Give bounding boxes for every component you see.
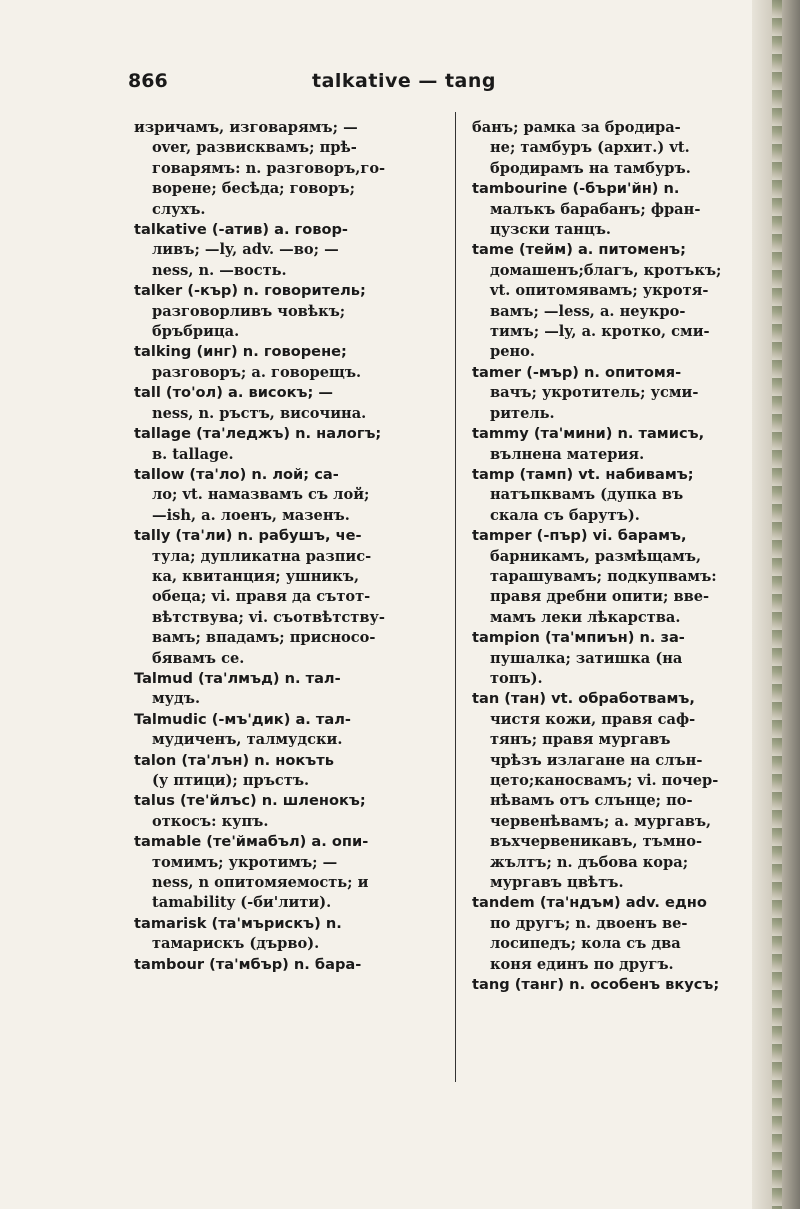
dictionary-entry [134,791,434,832]
entry-line: жълтъ; n. дъбова кора; [490,853,689,871]
dictionary-entry [472,240,764,362]
entry-line: бродирамъ на тамбуръ. [490,159,691,177]
dictionary-entry [472,179,764,240]
dictionary-entry [134,669,434,710]
entry-line: ло; vt. намазвамъ съ лой; [152,486,370,504]
entry-first-line: tallage (та'леджъ) n. налогъ; [134,425,382,443]
right-column [472,118,764,995]
entry-first-line: tambour (та'мбър) n. бара- [134,955,362,973]
entry-line: ness, n опитомяемость; и [152,874,369,892]
dictionary-entry [472,465,764,526]
dictionary-entry [134,751,434,792]
entry-line: говарямъ: n. разговоръ,го- [152,159,386,177]
entry-line: чрѣзъ излагане на слън- [490,751,703,769]
entry-line: —ish, a. лоенъ, мазенъ. [152,506,350,524]
entry-line: обеца; vi. правя да сътот- [152,588,371,606]
dictionary-entry [134,465,434,526]
entry-first-line: tamer (-мър) n. опитомя- [472,363,682,381]
entry-first-line: tall (то'ол) a. високъ; — [134,384,333,402]
entry-line: вѣтствува; vi. съотвѣтству- [152,608,385,626]
entry-line: по другъ; n. двоенъ ве- [490,914,688,932]
dictionary-entry [134,383,434,424]
entry-line: vt. опитомявамъ; укротя- [490,282,709,300]
entry-first-line: изричамъ, изговарямъ; — [134,119,358,136]
entry-line: коня единъ по другъ. [490,955,674,973]
book-edge-texture [772,0,782,1209]
entry-line: цузски танцъ. [490,221,612,239]
entry-line: вамъ; впадамъ; присносо- [152,629,376,647]
entry-line: вамъ; —less, a. неукро- [490,302,686,320]
entry-line: ритель. [490,404,555,422]
entry-first-line: tallow (та'ло) n. лой; са- [134,465,339,483]
dictionary-entry [472,526,764,628]
entry-line: нѣвамъ отъ слънце; по- [490,792,693,810]
entry-line: мудиченъ, талмудски. [152,731,343,749]
page-header [0,70,760,100]
entry-line: ness, n. ръстъ, височина. [152,404,367,422]
entry-first-line: Talmud (та'лмъд) n. тал- [134,669,341,687]
left-column [134,118,434,975]
dictionary-entry [134,220,434,281]
entry-line: пушалка; затишка (на [490,649,683,667]
column-divider [455,112,456,1082]
entry-first-line: tame (тейм) a. питоменъ; [472,241,686,259]
entry-line: откосъ: купъ. [152,812,269,830]
dictionary-entry [134,526,434,669]
entry-line: цето;каносвамъ; vi. почер- [490,772,719,789]
entry-line: разговоръ; a. говорещъ. [152,363,362,381]
dictionary-entry [472,424,764,465]
entry-first-line: tamp (тамп) vt. набивамъ; [472,465,694,483]
dictionary-entry [134,281,434,342]
entry-line: тимъ; —ly, a. кротко, сми- [490,323,710,341]
dictionary-entry [134,955,434,975]
entry-line: правя дребни опити; вве- [490,588,710,606]
entry-line: ка, квитанция; ушникъ, [152,567,360,585]
entry-line: мургавъ цвѣтъ. [490,874,624,892]
entry-line: ливъ; —ly, adv. —во; — [152,241,339,259]
entry-first-line: talker (-кър) n. говоритель; [134,282,366,300]
entry-line: over, развисквамъ; прѣ- [152,139,357,157]
entry-line: вълнена материя. [490,445,645,463]
entry-line: бявамъ се. [152,649,245,667]
dictionary-entry [134,118,434,220]
entry-line: тянъ; правя мургавъ [490,731,671,749]
entry-line: лосипедъ; кола съ два [490,935,681,953]
entry-line: чистя кожи, правя саф- [490,710,696,728]
entry-line: tamability (-би'лити). [152,894,332,912]
entry-first-line: tan (тан) vt. обработвамъ, [472,690,695,708]
entry-line: разговорливъ човѣкъ; [152,302,346,320]
dictionary-entry [472,363,764,424]
entry-first-line: tamarisk (та'мърискъ) n. [134,914,342,932]
entry-first-line: tambourine (-бъри'йн) n. [472,180,680,198]
entry-line: не; тамбуръ (архит.) vt. [490,139,690,157]
entry-line: вачъ; укротитель; усми- [490,384,699,402]
entry-first-line: talus (те'йлъс) n. шленокъ; [134,792,366,810]
entry-line: тула; дупликатна разпис- [152,547,372,565]
entry-first-line: tally (та'ли) n. рабушъ, че- [134,527,362,545]
entry-first-line: tamable (те'ймабъл) a. опи- [134,833,369,851]
entry-line: тамарискъ (дърво). [152,935,320,953]
entry-line: (у птици); пръстъ. [152,772,310,789]
entry-line: топъ). [490,669,543,687]
dictionary-entry [134,342,434,383]
entry-line: бръбрица. [152,323,240,341]
entry-line: тарашувамъ; подкупвамъ: [490,567,717,585]
entry-first-line: talkative (-атив) a. говор- [134,221,348,239]
dictionary-entry [134,710,434,751]
dictionary-entry [472,118,764,179]
dictionary-entry [472,689,764,893]
entry-first-line: tampion (та'мпиън) n. за- [472,629,685,647]
entry-line: барникамъ, размѣщамъ, [490,547,702,565]
dictionary-entry [134,832,434,914]
entry-first-line: банъ; рамка за бродира- [472,119,681,136]
dictionary-entry [134,914,434,955]
dictionary-entry [472,975,764,995]
dictionary-entry [472,893,764,975]
entry-first-line: talon (та'лън) n. нокъть [134,751,334,769]
entry-first-line: tandem (та'ндъм) adv. едно [472,894,707,912]
entry-line: слухъ. [152,200,206,218]
entry-line: скала съ барутъ). [490,506,640,524]
dictionary-entry [134,424,434,465]
entry-first-line: tammy (та'мини) n. тамисъ, [472,425,705,443]
entry-line: ness, n. —вость. [152,261,287,279]
dictionary-entry [472,628,764,689]
entry-line: малъкъ барабанъ; фран- [490,200,701,218]
entry-line: въхчервеникавъ, тъмно- [490,833,703,851]
entry-first-line: Talmudic (-мъ'дик) a. тал- [134,710,351,728]
page-number: 866 [128,70,168,92]
entry-first-line: tamper (-пър) vi. барамъ, [472,527,687,545]
entry-first-line: tang (танг) n. особенъ вкусъ; [472,976,720,994]
entry-line: томимъ; укротимъ; — [152,853,338,871]
entry-line: рено. [490,343,535,361]
running-head: talkative — tang [312,70,497,92]
entry-first-line: talking (инг) n. говорене; [134,343,347,361]
entry-line: домашенъ;благъ, кротъкъ; [490,261,722,279]
entry-line: в. tallage. [152,445,234,463]
entry-line: натъпквамъ (дупка въ [490,486,684,504]
entry-line: червенѣвамъ; a. мургавъ, [490,812,712,830]
entry-line: мудъ. [152,690,201,708]
entry-line: мамъ леки лѣкарства. [490,608,681,626]
entry-line: ворене; бесѣда; говоръ; [152,180,355,198]
